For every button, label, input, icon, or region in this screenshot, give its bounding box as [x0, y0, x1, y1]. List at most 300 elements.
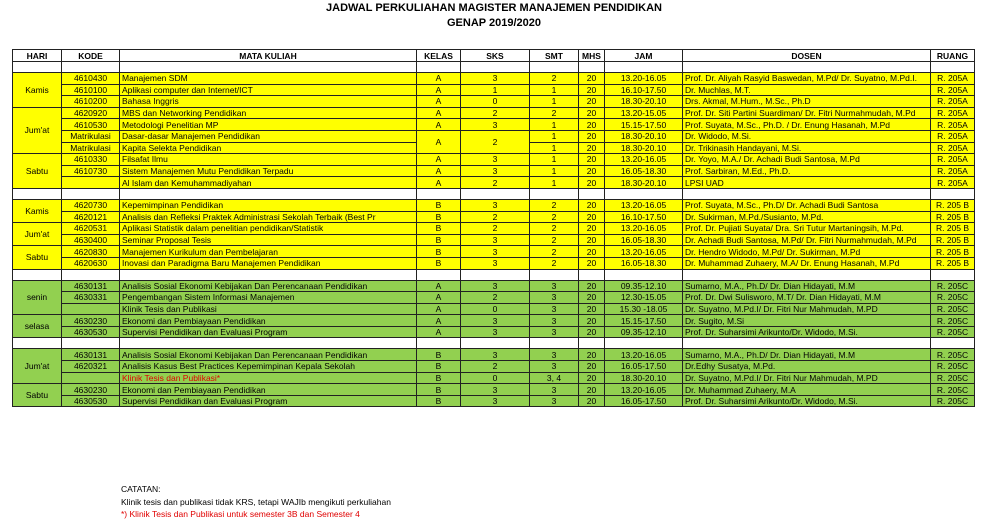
- empty-cell: [931, 338, 975, 349]
- dosen-cell: Dr.Edhy Susatya, M.Pd.: [683, 361, 931, 373]
- mata-kuliah-cell: Kapita Selekta Pendidikan: [120, 142, 417, 154]
- kode-cell: Matrikulasi: [62, 142, 120, 154]
- sks-cell: 2: [461, 130, 530, 153]
- smt-cell: 3: [530, 292, 579, 304]
- notes-line-1: Klinik tesis dan publikasi tidak KRS, tetapi WAJIb mengikuti perkuliahan: [121, 496, 391, 507]
- jam-cell: 09.35-12.10: [605, 326, 683, 338]
- dosen-cell: Dr. Muchlas, M.T.: [683, 84, 931, 96]
- empty-cell: [530, 269, 579, 280]
- kode-cell: 4620730: [62, 199, 120, 211]
- mata-kuliah-cell: Manajemen Kurikulum dan Pembelajaran: [120, 246, 417, 258]
- table-row: [13, 84, 975, 96]
- col-header-mhs: MHS: [579, 50, 605, 62]
- table-row: [13, 315, 975, 327]
- kelas-cell: A: [417, 165, 461, 177]
- ruang-cell: R. 205A: [931, 96, 975, 108]
- dosen-cell: Prof. Suyata, M.Sc., Ph.D. / Dr. Enung Hasanah, M.Pd: [683, 119, 931, 131]
- spacer-row: [13, 338, 975, 349]
- empty-cell: [120, 188, 417, 199]
- spacer-row: [13, 188, 975, 199]
- empty-cell: [417, 188, 461, 199]
- col-header-jam: JAM: [605, 50, 683, 62]
- smt-cell: 2: [530, 107, 579, 119]
- empty-cell: [62, 269, 120, 280]
- dosen-cell: Dr. Sukirman, M.Pd./Susianto, M.Pd.: [683, 211, 931, 223]
- smt-cell: 3: [530, 384, 579, 396]
- mhs-cell: 20: [579, 84, 605, 96]
- ruang-cell: R. 205 B: [931, 199, 975, 211]
- kelas-cell: A: [417, 177, 461, 189]
- kode-cell: 4610430: [62, 73, 120, 85]
- empty-cell: [579, 338, 605, 349]
- kelas-cell: A: [417, 315, 461, 327]
- empty-cell: [13, 188, 62, 199]
- smt-cell: 3: [530, 315, 579, 327]
- table-row: [13, 349, 975, 361]
- ruang-cell: R. 205C: [931, 315, 975, 327]
- ruang-cell: R. 205 B: [931, 246, 975, 258]
- kelas-cell: A: [417, 154, 461, 166]
- sks-cell: 3: [461, 257, 530, 269]
- kelas-cell: B: [417, 257, 461, 269]
- dosen-cell: Dr. Suyatno, M.Pd.I/ Dr. Fitri Nur Mahmudah, M.PD: [683, 372, 931, 384]
- mata-kuliah-cell: Klinik Tesis dan Publikasi*: [120, 372, 417, 384]
- mhs-cell: 20: [579, 292, 605, 304]
- jam-cell: 18.30-20.10: [605, 96, 683, 108]
- table-row: [13, 177, 975, 189]
- table-row: [13, 107, 975, 119]
- table-row: [13, 73, 975, 85]
- mata-kuliah-cell: Manajemen SDM: [120, 73, 417, 85]
- smt-cell: 3: [530, 349, 579, 361]
- kode-cell: 4630400: [62, 234, 120, 246]
- kode-cell: 4610730: [62, 165, 120, 177]
- kelas-cell: B: [417, 223, 461, 235]
- smt-cell: 2: [530, 73, 579, 85]
- table-row: [13, 211, 975, 223]
- sks-cell: 2: [461, 361, 530, 373]
- kode-cell: 4630331: [62, 292, 120, 304]
- mata-kuliah-cell: Inovasi dan Paradigma Baru Manajemen Pendidikan: [120, 257, 417, 269]
- mata-kuliah-cell: Aplikasi Statistik dalam penelitian pendidikan/Statistik: [120, 223, 417, 235]
- dosen-cell: Prof. Dr. Suharsimi Arikunto/Dr. Widodo, M.Si.: [683, 395, 931, 407]
- jam-cell: 12.30-15.05: [605, 292, 683, 304]
- jam-cell: 15.30 -18.05: [605, 303, 683, 315]
- mhs-cell: 20: [579, 199, 605, 211]
- empty-cell: [605, 62, 683, 73]
- notes-heading: CATATAN:: [121, 484, 161, 494]
- mhs-cell: 20: [579, 315, 605, 327]
- mata-kuliah-cell: Ekonomi dan Pembiayaan Pendidikan: [120, 315, 417, 327]
- smt-cell: 3: [530, 280, 579, 292]
- table-row: [13, 384, 975, 396]
- table-row: [13, 130, 975, 142]
- day-cell: senin: [13, 280, 62, 315]
- mhs-cell: 20: [579, 372, 605, 384]
- kelas-cell: B: [417, 395, 461, 407]
- table-row: [13, 234, 975, 246]
- table-row: [13, 361, 975, 373]
- dosen-cell: Dr. Widodo, M.Si.: [683, 130, 931, 142]
- notes: [121, 483, 391, 521]
- sks-cell: 2: [461, 107, 530, 119]
- empty-cell: [931, 188, 975, 199]
- mata-kuliah-cell: Pengembangan Sistem Informasi Manajemen: [120, 292, 417, 304]
- mhs-cell: 20: [579, 234, 605, 246]
- jam-cell: 13.20-16.05: [605, 349, 683, 361]
- col-header-kelas: KELAS: [417, 50, 461, 62]
- dosen-cell: Dr. Hendro Widodo, M.Pd/ Dr. Sukirman, M.Pd: [683, 246, 931, 258]
- empty-cell: [530, 338, 579, 349]
- empty-cell: [417, 62, 461, 73]
- sks-cell: 3: [461, 315, 530, 327]
- dosen-cell: Dr. Muhammad Zuhaery, M.A: [683, 384, 931, 396]
- smt-cell: 1: [530, 130, 579, 142]
- kode-cell: [62, 177, 120, 189]
- smt-cell: 1: [530, 84, 579, 96]
- empty-cell: [417, 338, 461, 349]
- smt-cell: 1: [530, 154, 579, 166]
- ruang-cell: R. 205A: [931, 154, 975, 166]
- smt-cell: 1: [530, 96, 579, 108]
- kelas-cell: B: [417, 349, 461, 361]
- dosen-cell: Prof. Dr. Pujiati Suyata/ Dra. Sri Tutur Martaningsih, M.Pd.: [683, 223, 931, 235]
- mhs-cell: 20: [579, 130, 605, 142]
- empty-cell: [461, 338, 530, 349]
- col-header-hari: HARI: [13, 50, 62, 62]
- ruang-cell: R. 205C: [931, 384, 975, 396]
- empty-cell: [461, 269, 530, 280]
- col-header-sks: SKS: [461, 50, 530, 62]
- smt-cell: 3: [530, 361, 579, 373]
- ruang-cell: R. 205C: [931, 349, 975, 361]
- empty-cell: [62, 62, 120, 73]
- day-cell: Sabtu: [13, 384, 62, 407]
- ruang-cell: R. 205 B: [931, 257, 975, 269]
- kelas-cell: B: [417, 246, 461, 258]
- dosen-cell: Prof. Dr. Aliyah Rasyid Baswedan, M.Pd/ Dr. Suyatno, M.Pd.I.: [683, 73, 931, 85]
- sks-cell: 2: [461, 292, 530, 304]
- table-row: [13, 372, 975, 384]
- col-header-smt: SMT: [530, 50, 579, 62]
- kode-cell: [62, 303, 120, 315]
- dosen-cell: Drs. Akmal, M.Hum., M.Sc., Ph.D: [683, 96, 931, 108]
- jam-cell: 13.20-15.05: [605, 107, 683, 119]
- jam-cell: 13.20-16.05: [605, 246, 683, 258]
- jam-cell: 16.05-18.30: [605, 234, 683, 246]
- dosen-cell: LPSI UAD: [683, 177, 931, 189]
- ruang-cell: R. 205A: [931, 130, 975, 142]
- jam-cell: 16.05-18.30: [605, 257, 683, 269]
- empty-cell: [461, 188, 530, 199]
- mhs-cell: 20: [579, 257, 605, 269]
- day-cell: Jum'at: [13, 223, 62, 246]
- kelas-cell: A: [417, 73, 461, 85]
- empty-cell: [62, 338, 120, 349]
- dosen-cell: Prof. Sarbiran, M.Ed., Ph.D.: [683, 165, 931, 177]
- ruang-cell: R. 205A: [931, 142, 975, 154]
- dosen-cell: Prof. Dr. Dwi Sulisworo, M.T/ Dr. Dian Hidayati, M.M: [683, 292, 931, 304]
- kode-cell: 4630131: [62, 280, 120, 292]
- schedule-body: [13, 62, 975, 407]
- ruang-cell: R. 205A: [931, 107, 975, 119]
- kode-cell: 4630530: [62, 395, 120, 407]
- mata-kuliah-cell: MBS dan Networking Pendidikan: [120, 107, 417, 119]
- mata-kuliah-cell: Supervisi Pendidikan dan Evaluasi Program: [120, 326, 417, 338]
- day-cell: Sabtu: [13, 246, 62, 269]
- smt-cell: 3: [530, 303, 579, 315]
- jam-cell: 15.15-17.50: [605, 119, 683, 131]
- ruang-cell: R. 205 B: [931, 223, 975, 235]
- empty-cell: [605, 269, 683, 280]
- kode-cell: 4620121: [62, 211, 120, 223]
- mata-kuliah-cell: Analisis dan Refleksi Praktek Administrasi Sekolah Terbaik (Best Pr: [120, 211, 417, 223]
- kelas-cell: B: [417, 199, 461, 211]
- kelas-cell: B: [417, 372, 461, 384]
- jam-cell: 13.20-16.05: [605, 199, 683, 211]
- empty-cell: [120, 269, 417, 280]
- kode-cell: 4620321: [62, 361, 120, 373]
- mata-kuliah-cell: Kepemimpinan Pendidikan: [120, 199, 417, 211]
- sks-cell: 2: [461, 211, 530, 223]
- day-cell: Jum'at: [13, 349, 62, 384]
- kelas-cell: A: [417, 119, 461, 131]
- kode-cell: 4620920: [62, 107, 120, 119]
- mhs-cell: 20: [579, 211, 605, 223]
- kode-cell: 4610330: [62, 154, 120, 166]
- empty-cell: [605, 188, 683, 199]
- jam-cell: 18.30-20.10: [605, 372, 683, 384]
- kode-cell: [62, 372, 120, 384]
- empty-cell: [62, 188, 120, 199]
- smt-cell: 3: [530, 395, 579, 407]
- empty-cell: [683, 188, 931, 199]
- day-cell: Jum'at: [13, 107, 62, 153]
- mata-kuliah-cell: Metodologi Penelitian MP: [120, 119, 417, 131]
- page-subtitle: GENAP 2019/2020: [447, 17, 541, 29]
- day-cell: Kamis: [13, 199, 62, 222]
- header-row: [13, 50, 975, 62]
- empty-cell: [461, 62, 530, 73]
- smt-cell: 1: [530, 177, 579, 189]
- sks-cell: 0: [461, 303, 530, 315]
- empty-cell: [530, 188, 579, 199]
- table-row: [13, 246, 975, 258]
- ruang-cell: R. 205C: [931, 280, 975, 292]
- mata-kuliah-cell: Supervisi Pendidikan dan Evaluasi Program: [120, 395, 417, 407]
- smt-cell: 2: [530, 223, 579, 235]
- mhs-cell: 20: [579, 73, 605, 85]
- jam-cell: 13.20-16.05: [605, 154, 683, 166]
- mata-kuliah-cell: Analisis Sosial Ekonomi Kebijakan Dan Perencanaan Pendidikan: [120, 280, 417, 292]
- table-row: [13, 154, 975, 166]
- mhs-cell: 20: [579, 177, 605, 189]
- jam-cell: 13.20-16.05: [605, 384, 683, 396]
- kelas-cell: A: [417, 96, 461, 108]
- dosen-cell: Dr. Trikinasih Handayani, M.Si.: [683, 142, 931, 154]
- empty-cell: [683, 62, 931, 73]
- smt-cell: 2: [530, 234, 579, 246]
- kelas-cell: A: [417, 130, 461, 153]
- sks-cell: 3: [461, 280, 530, 292]
- empty-cell: [530, 62, 579, 73]
- smt-cell: 1: [530, 142, 579, 154]
- smt-cell: 2: [530, 199, 579, 211]
- col-header-ruang: RUANG: [931, 50, 975, 62]
- mhs-cell: 20: [579, 326, 605, 338]
- dosen-cell: Prof. Dr. Siti Partini Suardiman/ Dr. Fitri Nurmahmudah, M.Pd: [683, 107, 931, 119]
- mhs-cell: 20: [579, 280, 605, 292]
- mata-kuliah-cell: Aplikasi computer dan Internet/ICT: [120, 84, 417, 96]
- empty-cell: [683, 269, 931, 280]
- smt-cell: 2: [530, 211, 579, 223]
- empty-cell: [13, 338, 62, 349]
- mhs-cell: 20: [579, 395, 605, 407]
- mhs-cell: 20: [579, 142, 605, 154]
- kelas-cell: A: [417, 107, 461, 119]
- kelas-cell: B: [417, 361, 461, 373]
- smt-cell: 1: [530, 165, 579, 177]
- mata-kuliah-cell: Seminar Proposal Tesis: [120, 234, 417, 246]
- dosen-cell: Dr. Yoyo, M.A./ Dr. Achadi Budi Santosa, M.Pd: [683, 154, 931, 166]
- page-title: JADWAL PERKULIAHAN MAGISTER MANAJEMEN PENDIDIKAN: [326, 2, 662, 14]
- empty-cell: [579, 188, 605, 199]
- col-header-kode: KODE: [62, 50, 120, 62]
- mata-kuliah-cell: Analisis Sosial Ekonomi Kebijakan Dan Perencanaan Pendidikan: [120, 349, 417, 361]
- table-row: [13, 395, 975, 407]
- ruang-cell: R. 205 B: [931, 211, 975, 223]
- mhs-cell: 20: [579, 384, 605, 396]
- ruang-cell: R. 205A: [931, 177, 975, 189]
- mhs-cell: 20: [579, 165, 605, 177]
- empty-cell: [120, 338, 417, 349]
- jam-cell: 18.30-20.10: [605, 130, 683, 142]
- sks-cell: 3: [461, 119, 530, 131]
- empty-cell: [931, 269, 975, 280]
- day-cell: Kamis: [13, 73, 62, 108]
- ruang-cell: R. 205C: [931, 361, 975, 373]
- ruang-cell: R. 205A: [931, 84, 975, 96]
- notes-line-2: *) Klinik Tesis dan Publikasi untuk semester 3B dan Semester 4: [121, 509, 360, 519]
- mhs-cell: 20: [579, 361, 605, 373]
- mata-kuliah-cell: Bahasa Inggris: [120, 96, 417, 108]
- smt-cell: 2: [530, 246, 579, 258]
- empty-cell: [579, 269, 605, 280]
- table-row: [13, 223, 975, 235]
- mata-kuliah-cell: Klinik Tesis dan Publikasi: [120, 303, 417, 315]
- sks-cell: 3: [461, 326, 530, 338]
- ruang-cell: R. 205 B: [931, 234, 975, 246]
- empty-cell: [120, 62, 417, 73]
- empty-cell: [931, 62, 975, 73]
- table-row: [13, 326, 975, 338]
- dosen-cell: Dr. Sugito, M.Si: [683, 315, 931, 327]
- jam-cell: 15.15-17.50: [605, 315, 683, 327]
- sks-cell: 3: [461, 246, 530, 258]
- kelas-cell: B: [417, 384, 461, 396]
- dosen-cell: Prof. Dr. Suharsimi Arikunto/Dr. Widodo, M.Si.: [683, 326, 931, 338]
- sks-cell: 0: [461, 96, 530, 108]
- sks-cell: 3: [461, 395, 530, 407]
- ruang-cell: R. 205A: [931, 119, 975, 131]
- kode-cell: 4620630: [62, 257, 120, 269]
- spacer-row: [13, 269, 975, 280]
- table-row: [13, 303, 975, 315]
- kode-cell: 4630230: [62, 384, 120, 396]
- mata-kuliah-cell: Dasar-dasar Manajemen Pendidikan: [120, 130, 417, 142]
- sks-cell: 3: [461, 199, 530, 211]
- empty-cell: [579, 62, 605, 73]
- dosen-cell: Dr. Muhammad Zuhaery, M.A/ Dr. Enung Hasanah, M.Pd: [683, 257, 931, 269]
- kode-cell: 4630530: [62, 326, 120, 338]
- jam-cell: 16.05-18.30: [605, 165, 683, 177]
- sks-cell: 2: [461, 223, 530, 235]
- sks-cell: 3: [461, 234, 530, 246]
- jam-cell: 13.20-16.05: [605, 73, 683, 85]
- jam-cell: 18.30-20.10: [605, 177, 683, 189]
- sks-cell: 3: [461, 154, 530, 166]
- table-row: [13, 199, 975, 211]
- smt-cell: 2: [530, 257, 579, 269]
- sks-cell: 3: [461, 349, 530, 361]
- empty-cell: [417, 269, 461, 280]
- kode-cell: 4610200: [62, 96, 120, 108]
- table-row: [13, 257, 975, 269]
- jam-cell: 09.35-12.10: [605, 280, 683, 292]
- empty-cell: [13, 62, 62, 73]
- ruang-cell: R. 205C: [931, 292, 975, 304]
- kode-cell: 4630131: [62, 349, 120, 361]
- day-cell: selasa: [13, 315, 62, 338]
- table-row: [13, 119, 975, 131]
- empty-cell: [13, 269, 62, 280]
- kode-cell: Matrikulasi: [62, 130, 120, 142]
- dosen-cell: Sumarno, M.A., Ph.D/ Dr. Dian Hidayati, M.M: [683, 280, 931, 292]
- jam-cell: 13.20-16.05: [605, 223, 683, 235]
- dosen-cell: Dr. Achadi Budi Santosa, M.Pd/ Dr. Fitri Nurmahmudah, M.Pd: [683, 234, 931, 246]
- jam-cell: 16.10-17.50: [605, 84, 683, 96]
- sks-cell: 3: [461, 384, 530, 396]
- mata-kuliah-cell: Sistem Manajemen Mutu Pendidikan Terpadu: [120, 165, 417, 177]
- smt-cell: 1: [530, 119, 579, 131]
- ruang-cell: R. 205C: [931, 372, 975, 384]
- kelas-cell: A: [417, 326, 461, 338]
- table-row: [13, 96, 975, 108]
- smt-cell: 3: [530, 326, 579, 338]
- kelas-cell: A: [417, 280, 461, 292]
- spacer-row: [13, 62, 975, 73]
- schedule-table: [12, 49, 975, 407]
- day-cell: Sabtu: [13, 154, 62, 189]
- ruang-cell: R. 205C: [931, 395, 975, 407]
- sks-cell: 2: [461, 177, 530, 189]
- kode-cell: 4610100: [62, 84, 120, 96]
- smt-cell: 3, 4: [530, 372, 579, 384]
- mhs-cell: 20: [579, 154, 605, 166]
- jam-cell: 18.30-20.10: [605, 142, 683, 154]
- mhs-cell: 20: [579, 119, 605, 131]
- col-header-mata-kuliah: MATA KULIAH: [120, 50, 417, 62]
- kelas-cell: A: [417, 292, 461, 304]
- kode-cell: 4620830: [62, 246, 120, 258]
- kelas-cell: B: [417, 211, 461, 223]
- sks-cell: 3: [461, 73, 530, 85]
- jam-cell: 16.05-17.50: [605, 361, 683, 373]
- ruang-cell: R. 205C: [931, 303, 975, 315]
- kelas-cell: A: [417, 303, 461, 315]
- mata-kuliah-cell: Analisis Kasus Best Practices Kepemimpinan Kepala Sekolah: [120, 361, 417, 373]
- table-row: [13, 280, 975, 292]
